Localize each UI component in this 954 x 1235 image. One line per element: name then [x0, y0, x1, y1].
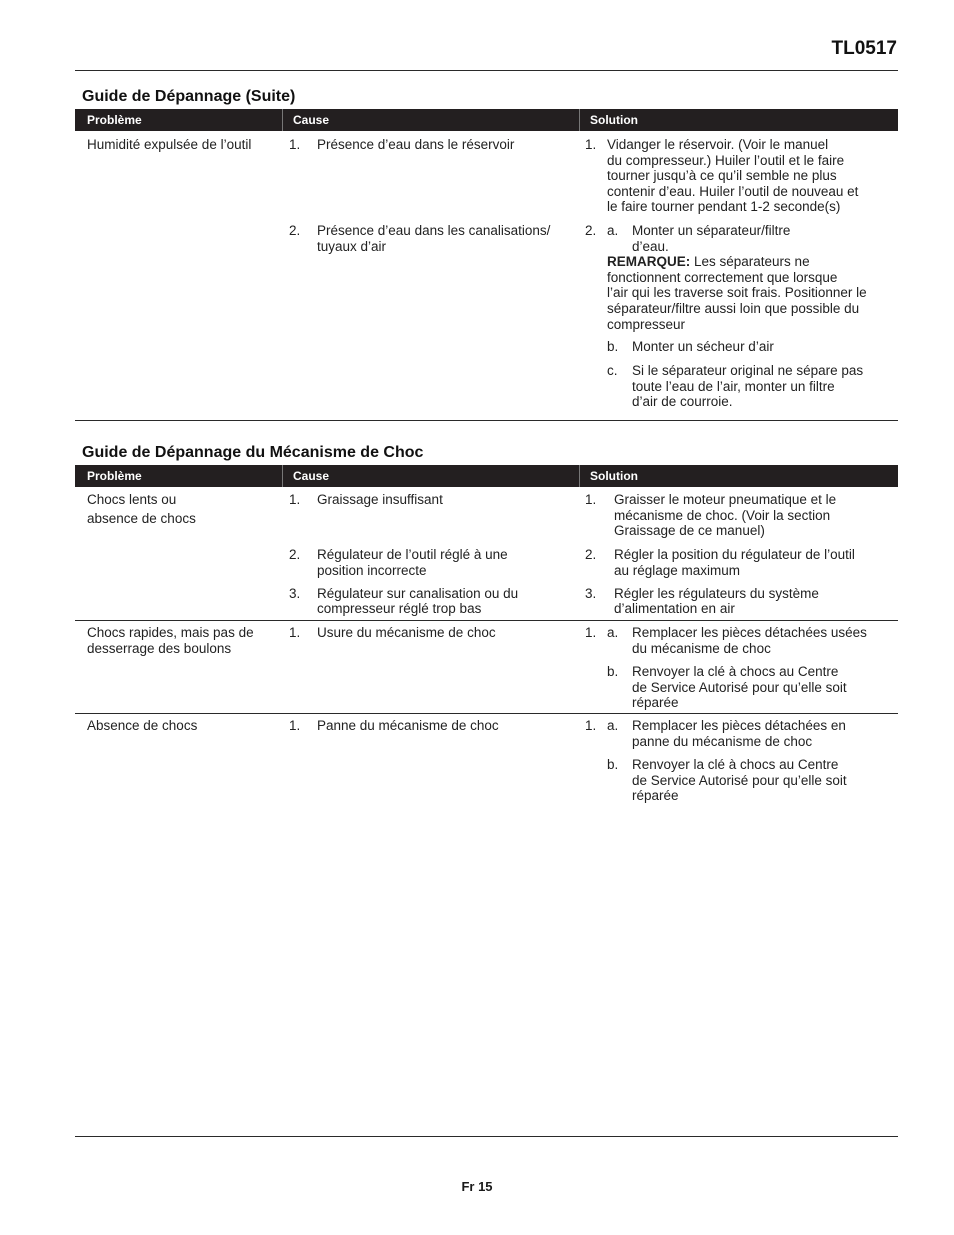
- solution-text: Monter un sécheur d’air: [632, 339, 774, 354]
- solution-text: Renvoyer la clé à chocs au Centre: [632, 757, 839, 772]
- remark-line: [607, 254, 810, 270]
- cause-text: Régulateur sur canalisation ou du: [317, 585, 519, 601]
- solution-text: contenir d’eau. Huiler l’outil de nouveau et: [607, 183, 859, 199]
- section-title-impact-mechanism: Guide de Dépannage du Mécanisme de Choc: [82, 444, 424, 461]
- solution-text: de Service Autorisé pour qu’elle soit: [632, 772, 847, 788]
- solution-letter: a.: [607, 625, 619, 640]
- page-number: Fr 15: [461, 1179, 493, 1194]
- remark-text: compresseur: [607, 316, 686, 332]
- solution-text: d’air de courroie.: [632, 394, 733, 410]
- remark-text: Les séparateurs ne: [690, 254, 810, 270]
- col-header-problem: Problème: [87, 113, 142, 127]
- footer-rule: [75, 1136, 898, 1137]
- cause-text: Panne du mécanisme de choc: [317, 718, 499, 733]
- solution-number: 1.: [585, 492, 597, 507]
- solution-letter: a.: [607, 718, 619, 733]
- cause-text: tuyaux d’air: [317, 238, 387, 254]
- col-header-cause: Cause: [293, 469, 330, 483]
- solution-text: Renvoyer la clé à chocs au Centre: [632, 664, 839, 679]
- remark-text: séparateur/filtre aussi loin que possible du: [607, 301, 860, 316]
- solution-letter: b.: [607, 664, 619, 679]
- cause-number: 3.: [289, 585, 301, 601]
- solution-number: 1.: [585, 625, 597, 640]
- solution-number: 1.: [585, 718, 597, 733]
- solution-number: 1.: [585, 137, 597, 152]
- solution-text: Graisser le moteur pneumatique et le: [614, 492, 837, 507]
- remark-text: fonctionnent correctement que lorsque: [607, 269, 838, 285]
- solution-text: mécanisme de choc. (Voir la section: [614, 507, 831, 523]
- cause-text: position incorrecte: [317, 562, 427, 578]
- cause-text: Usure du mécanisme de choc: [317, 625, 496, 640]
- remark-text: l’air qui les traverse soit frais. Positionner le: [607, 285, 867, 301]
- problem-cell: Chocs lents ou: [87, 492, 177, 507]
- solution-text: Régler les régulateurs du système: [614, 585, 819, 601]
- table1-bottom-rule: [75, 420, 898, 421]
- solution-text: d’eau.: [632, 238, 669, 254]
- header-rule: [75, 70, 898, 71]
- row-divider: [75, 713, 898, 714]
- solution-letter: c.: [607, 363, 618, 378]
- col-header-cause: Cause: [293, 113, 330, 127]
- solution-text: Monter un séparateur/filtre: [632, 223, 791, 238]
- solution-text: panne du mécanisme de choc: [632, 733, 813, 749]
- solution-number: 2.: [585, 547, 597, 562]
- col-header-solution: Solution: [590, 469, 638, 483]
- table1-header: [75, 109, 898, 131]
- col-divider: [282, 109, 283, 131]
- cause-number: 2.: [289, 223, 301, 238]
- solution-text: du mécanisme de choc: [632, 640, 771, 656]
- solution-number: 2.: [585, 223, 597, 238]
- solution-text: au réglage maximum: [614, 562, 741, 578]
- problem-cell: Absence de chocs: [87, 718, 198, 733]
- solution-text: réparée: [632, 788, 679, 804]
- solution-letter: b.: [607, 339, 619, 354]
- solution-text: Remplacer les pièces détachées usées: [632, 625, 867, 640]
- problem-cell: absence de chocs: [87, 511, 196, 526]
- problem-cell: desserrage des boulons: [87, 640, 232, 656]
- cause-text: Présence d’eau dans les canalisations/: [317, 223, 551, 238]
- col-header-problem: Problème: [87, 469, 142, 483]
- cause-number: 1.: [289, 625, 301, 640]
- row-divider: [75, 620, 898, 621]
- cause-number: 1.: [289, 137, 301, 152]
- cause-text: Régulateur de l’outil réglé à une: [317, 547, 508, 562]
- solution-text: réparée: [632, 695, 679, 711]
- solution-text: Remplacer les pièces détachées en: [632, 718, 846, 733]
- model-number: TL0517: [831, 38, 897, 59]
- col-divider: [579, 465, 580, 487]
- col-divider: [579, 109, 580, 131]
- solution-text: Vidanger le réservoir. (Voir le manuel: [607, 137, 829, 152]
- col-header-solution: Solution: [590, 113, 638, 127]
- cause-number: 1.: [289, 718, 301, 733]
- cause-number: 1.: [289, 492, 301, 507]
- problem-cell: Humidité expulsée de l’outil: [87, 137, 252, 152]
- solution-text: du compresseur.) Huiler l’outil et le faire: [607, 152, 845, 168]
- solution-text: tourner jusqu’à ce qu’il semble ne plus: [607, 168, 837, 184]
- solution-text: Si le séparateur original ne sépare pas: [632, 363, 864, 378]
- solution-letter: b.: [607, 757, 619, 772]
- solution-text: Régler la position du régulateur de l’outil: [614, 547, 855, 562]
- solution-number: 3.: [585, 585, 597, 601]
- problem-cell: Chocs rapides, mais pas de: [87, 625, 254, 640]
- solution-text: le faire tourner pendant 1-2 seconde(s): [607, 199, 841, 215]
- solution-text: de Service Autorisé pour qu’elle soit: [632, 679, 847, 695]
- solution-letter: a.: [607, 223, 619, 238]
- cause-text: Présence d’eau dans le réservoir: [317, 137, 515, 152]
- section-title-troubleshooting-continued: Guide de Dépannage (Suite): [82, 88, 296, 105]
- table2-header: [75, 465, 898, 487]
- solution-text: d’alimentation en air: [614, 601, 735, 617]
- solution-text: toute l’eau de l’air, monter un filtre: [632, 378, 835, 394]
- col-divider: [282, 465, 283, 487]
- solution-text: Graissage de ce manuel): [614, 523, 765, 539]
- cause-number: 2.: [289, 547, 301, 562]
- remark-label: REMARQUE:: [607, 254, 691, 270]
- cause-text: Graissage insuffisant: [317, 492, 443, 507]
- cause-text: compresseur réglé trop bas: [317, 601, 482, 617]
